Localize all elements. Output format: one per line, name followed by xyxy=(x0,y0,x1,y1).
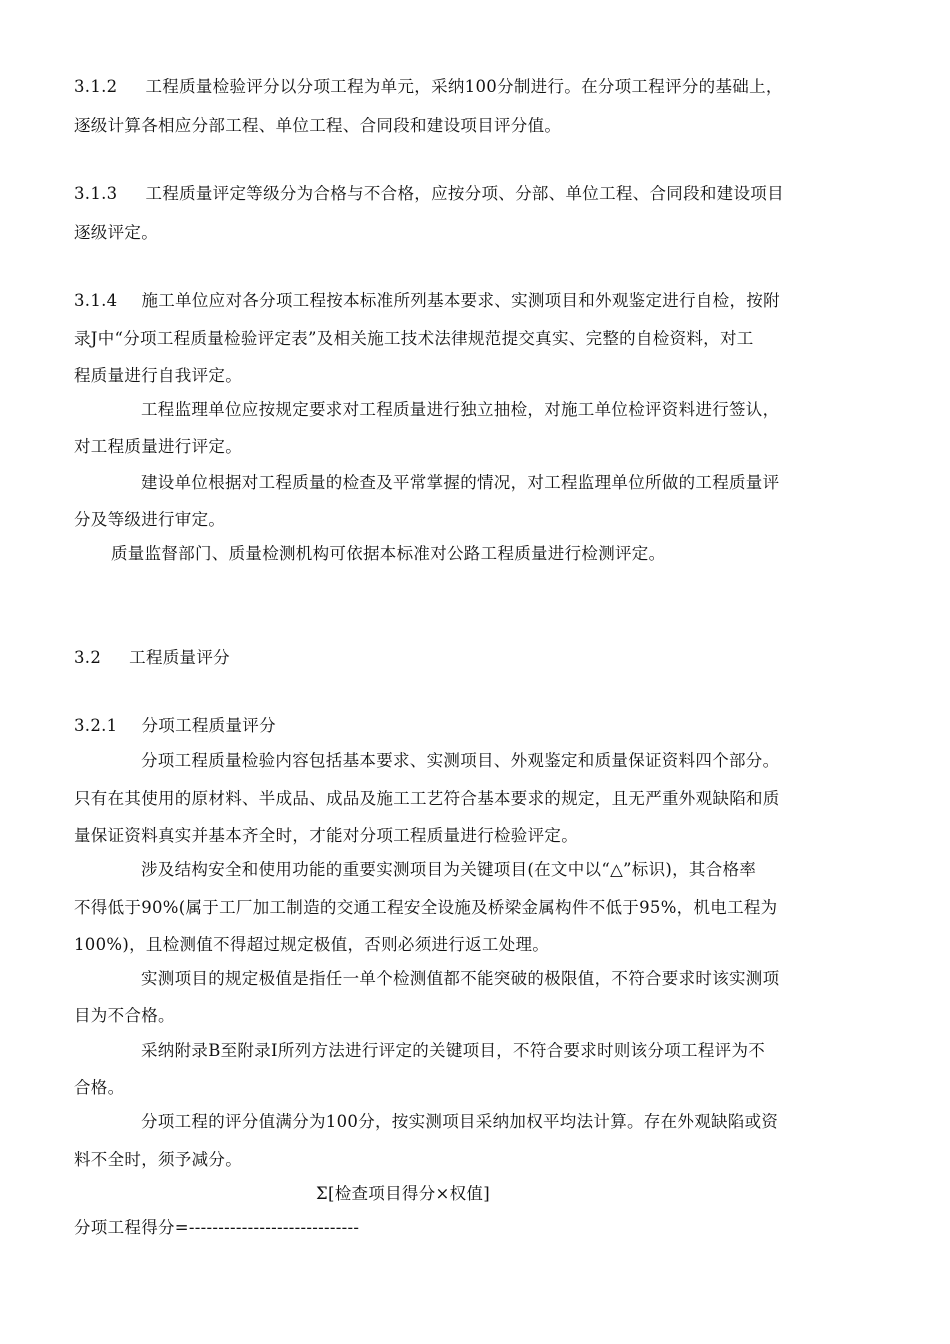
paragraph-line: 涉及结构安全和使用功能的重要实测项目为关键项目(在文中以“△”标识)，其合格率 xyxy=(141,860,757,879)
paragraph-line: 采纳附录B至附录I所列方法进行评定的关键项目，不符合要求时则该分项工程评为不 xyxy=(141,1041,766,1060)
paragraph-line: 录J中“分项工程质量检验评定表”及相关施工技术法律规范提交真实、完整的自检资料，对工 xyxy=(74,329,754,348)
paragraph-line: 目为不合格。 xyxy=(74,1006,175,1025)
section-heading-3-2 xyxy=(74,647,230,669)
paragraph-line: 实测项目的规定极值是指任一单个检测值都不能突破的极限值，不符合要求时该实测项 xyxy=(141,969,780,988)
clause-3-1-2 xyxy=(74,76,783,98)
paragraph-line: 只有在其使用的原材料、半成品、成品及施工工艺符合基本要求的规定，且无严重外观缺陷和质 xyxy=(74,789,780,808)
paragraph-line: 程质量进行自我评定。 xyxy=(74,366,242,385)
clause-number: 3.2.1 xyxy=(74,716,118,735)
paragraph-line: 料不全时，须予减分。 xyxy=(74,1150,242,1169)
paragraph-line: 分项工程的评分值满分为100分，按实测项目采纳加权平均法计算。存在外观缺陷或资 xyxy=(141,1112,779,1131)
paragraph-line: 合格。 xyxy=(74,1078,125,1097)
section-number: 3.2 xyxy=(74,648,102,667)
formula-label: 分项工程得分=----------------------------- xyxy=(74,1218,360,1237)
paragraph-line: 不得低于90%(属于工厂加工制造的交通工程安全设施及桥梁金属构件不低于95%，机电工程为 xyxy=(74,898,778,917)
section-title: 工程质量评分 xyxy=(129,648,230,667)
clause-text: 施工单位应对各分项工程按本标准所列基本要求、实测项目和外观鉴定进行自检，按附 xyxy=(141,291,780,310)
paragraph-line: 逐级计算各相应分部工程、单位工程、合同段和建设项目评分值。 xyxy=(74,116,562,135)
paragraph-line: 100%)，且检测值不得超过规定极值，否则必须进行返工处理。 xyxy=(74,935,550,954)
paragraph-line: 建设单位根据对工程质量的检查及平常掌握的情况，对工程监理单位所做的工程质量评 xyxy=(141,473,780,492)
clause-3-2-1 xyxy=(74,715,276,737)
clause-number: 3.1.4 xyxy=(74,291,118,310)
paragraph-line: 分及等级进行审定。 xyxy=(74,510,226,529)
paragraph-line: 量保证资料真实并基本齐全时，才能对分项工程质量进行检验评定。 xyxy=(74,826,578,845)
clause-3-1-4 xyxy=(74,290,780,312)
clause-title: 分项工程质量评分 xyxy=(141,716,276,735)
paragraph-line: 质量监督部门、质量检测机构可依据本标准对公路工程质量进行检测评定。 xyxy=(111,544,666,563)
clause-3-1-3 xyxy=(74,183,784,205)
formula-numerator: Σ[检查项目得分×权值] xyxy=(316,1184,490,1203)
clause-number: 3.1.3 xyxy=(74,184,118,203)
paragraph-line: 分项工程质量检验内容包括基本要求、实测项目、外观鉴定和质量保证资料四个部分。 xyxy=(141,751,780,770)
clause-text: 工程质量评定等级分为合格与不合格，应按分项、分部、单位工程、合同段和建设项目 xyxy=(145,184,784,203)
clause-number: 3.1.2 xyxy=(74,77,118,96)
clause-text: 工程质量检验评分以分项工程为单元，采纳100分制进行。在分项工程评分的基础上， xyxy=(145,77,783,96)
paragraph-line: 对工程质量进行评定。 xyxy=(74,437,242,456)
paragraph-line: 逐级评定。 xyxy=(74,223,158,242)
paragraph-line: 工程监理单位应按规定要求对工程质量进行独立抽检，对施工单位检评资料进行签认， xyxy=(141,400,780,419)
